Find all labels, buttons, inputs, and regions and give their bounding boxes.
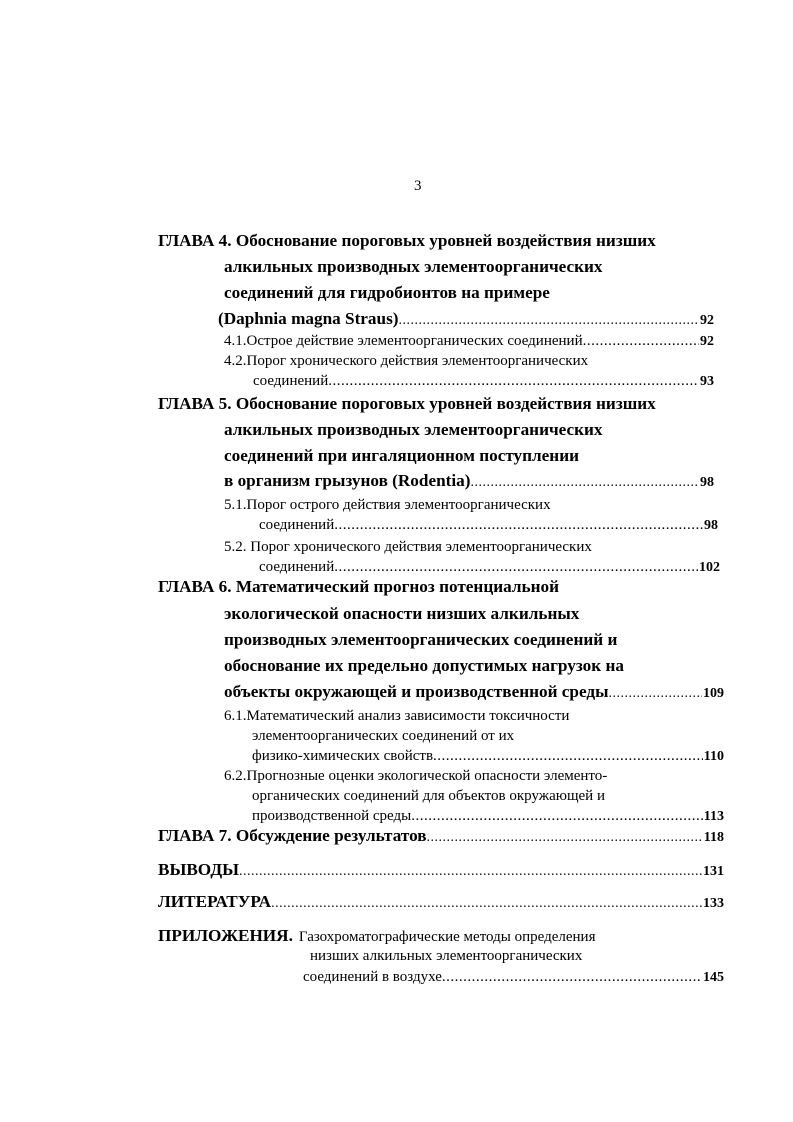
chapter-5-title-line-2: алкильных производных элементоорганических (224, 420, 603, 439)
leader-dots (328, 373, 699, 390)
chapter-6-page: 109 (703, 686, 724, 701)
leader-dots (411, 808, 703, 825)
leader-dots (470, 475, 699, 491)
section-5-1-line-1: 5.1.Порог острого действия элементоорганических (224, 497, 551, 513)
section-5-2-line-2: соединений ..... 102 (259, 559, 720, 576)
chapter-4-title-line-1: ГЛАВА 4. Обоснование пороговых уровней воздействия низших (158, 231, 656, 250)
chapter-6-title-line-3: производных элементоорганических соединений и (224, 630, 618, 649)
chapter-5-title-line-4: в организм грызунов (Rodentia) ..... 98 (224, 471, 714, 491)
appendix-line-1: ПРИЛОЖЕНИЯ. Газохроматографические методы определения (158, 926, 596, 945)
section-6-2-line-1: 6.2.Прогнозные оценки экологической опасности элементо- (224, 768, 608, 784)
leader-dots (399, 313, 699, 329)
literature-page: 133 (703, 896, 724, 911)
section-6-1-line-3: физико-химических свойств ..... 110 (252, 748, 724, 765)
chapter-4-page: 92 (700, 313, 714, 328)
chapter-5-title-line-1: ГЛАВА 5. Обоснование пороговых уровней воздействия низших (158, 394, 656, 413)
leader-dots (239, 864, 702, 880)
chapter-6-title-line-4: обоснование их предельно допустимых нагрузок на (224, 656, 624, 675)
section-6-1-line-2: элементоорганических соединений от их (252, 728, 515, 744)
section-4-1-page: 92 (700, 334, 714, 349)
chapter-6-title-line-2: экологической опасности низших алкильных (224, 604, 580, 623)
chapter-5-page: 98 (700, 475, 714, 490)
appendix-page: 145 (703, 970, 724, 985)
section-4-2-page: 93 (700, 374, 714, 389)
leader-dots (334, 517, 703, 534)
section-5-2-line-1: 5.2. Порог хронического действия элементоорганических (224, 539, 592, 555)
chapter-4-title-line-2: алкильных производных элементоорганических (224, 257, 603, 276)
chapter-4-title-line-4: (Daphnia magna Straus) ..... 92 (218, 309, 714, 329)
chapter-5-title-line-3: соединений при ингаляционном поступлении (224, 446, 580, 465)
leader-dots (442, 969, 702, 986)
leader-dots (583, 333, 699, 350)
section-6-2-line-2: органических соединений для объектов окружающей и (252, 788, 605, 804)
leader-dots (427, 830, 703, 846)
section-4-2-line-1: 4.2.Порог хронического действия элементоорганических (224, 353, 589, 369)
chapter-6-title-line-5: объекты окружающей и производственной среды ..... 109 (224, 682, 724, 702)
section-6-1-page: 110 (703, 749, 724, 764)
leader-dots (433, 748, 703, 765)
appendix-line-3: соединений в воздухе ..... 145 (303, 969, 724, 986)
leader-dots (271, 896, 702, 912)
leader-dots (334, 559, 698, 576)
section-5-1-line-2: соединений ..... 98 (259, 517, 718, 534)
section-5-1-page: 98 (704, 518, 718, 533)
leader-dots (609, 686, 702, 702)
section-4-2-line-2: соединений ..... 93 (253, 373, 714, 390)
section-6-2-line-3: производственной среды ..... 113 (252, 808, 724, 825)
conclusions-page: 131 (703, 864, 724, 879)
page-number: 3 (414, 178, 422, 194)
section-6-2-page: 113 (703, 809, 724, 824)
literature: ЛИТЕРАТУРА ..... 133 (158, 892, 724, 912)
section-6-1-line-1: 6.1.Математический анализ зависимости токсичности (224, 708, 570, 724)
chapter-4-title-line-3: соединений для гидробионтов на примере (224, 283, 550, 302)
chapter-6-title-line-1: ГЛАВА 6. Математический прогноз потенциальной (158, 577, 560, 596)
chapter-7: ГЛАВА 7. Обсуждение результатов ..... 118 (158, 826, 724, 846)
appendix-label: ПРИЛОЖЕНИЯ. (158, 926, 293, 945)
appendix-line-2: низших алкильных элементоорганических (310, 948, 583, 964)
conclusions: ВЫВОДЫ ..... 131 (158, 860, 724, 880)
section-4-1: 4.1.Острое действие элементоорганических соединений ..... 92 (224, 333, 714, 350)
section-5-2-page: 102 (699, 560, 720, 575)
chapter-7-page: 118 (703, 830, 724, 845)
